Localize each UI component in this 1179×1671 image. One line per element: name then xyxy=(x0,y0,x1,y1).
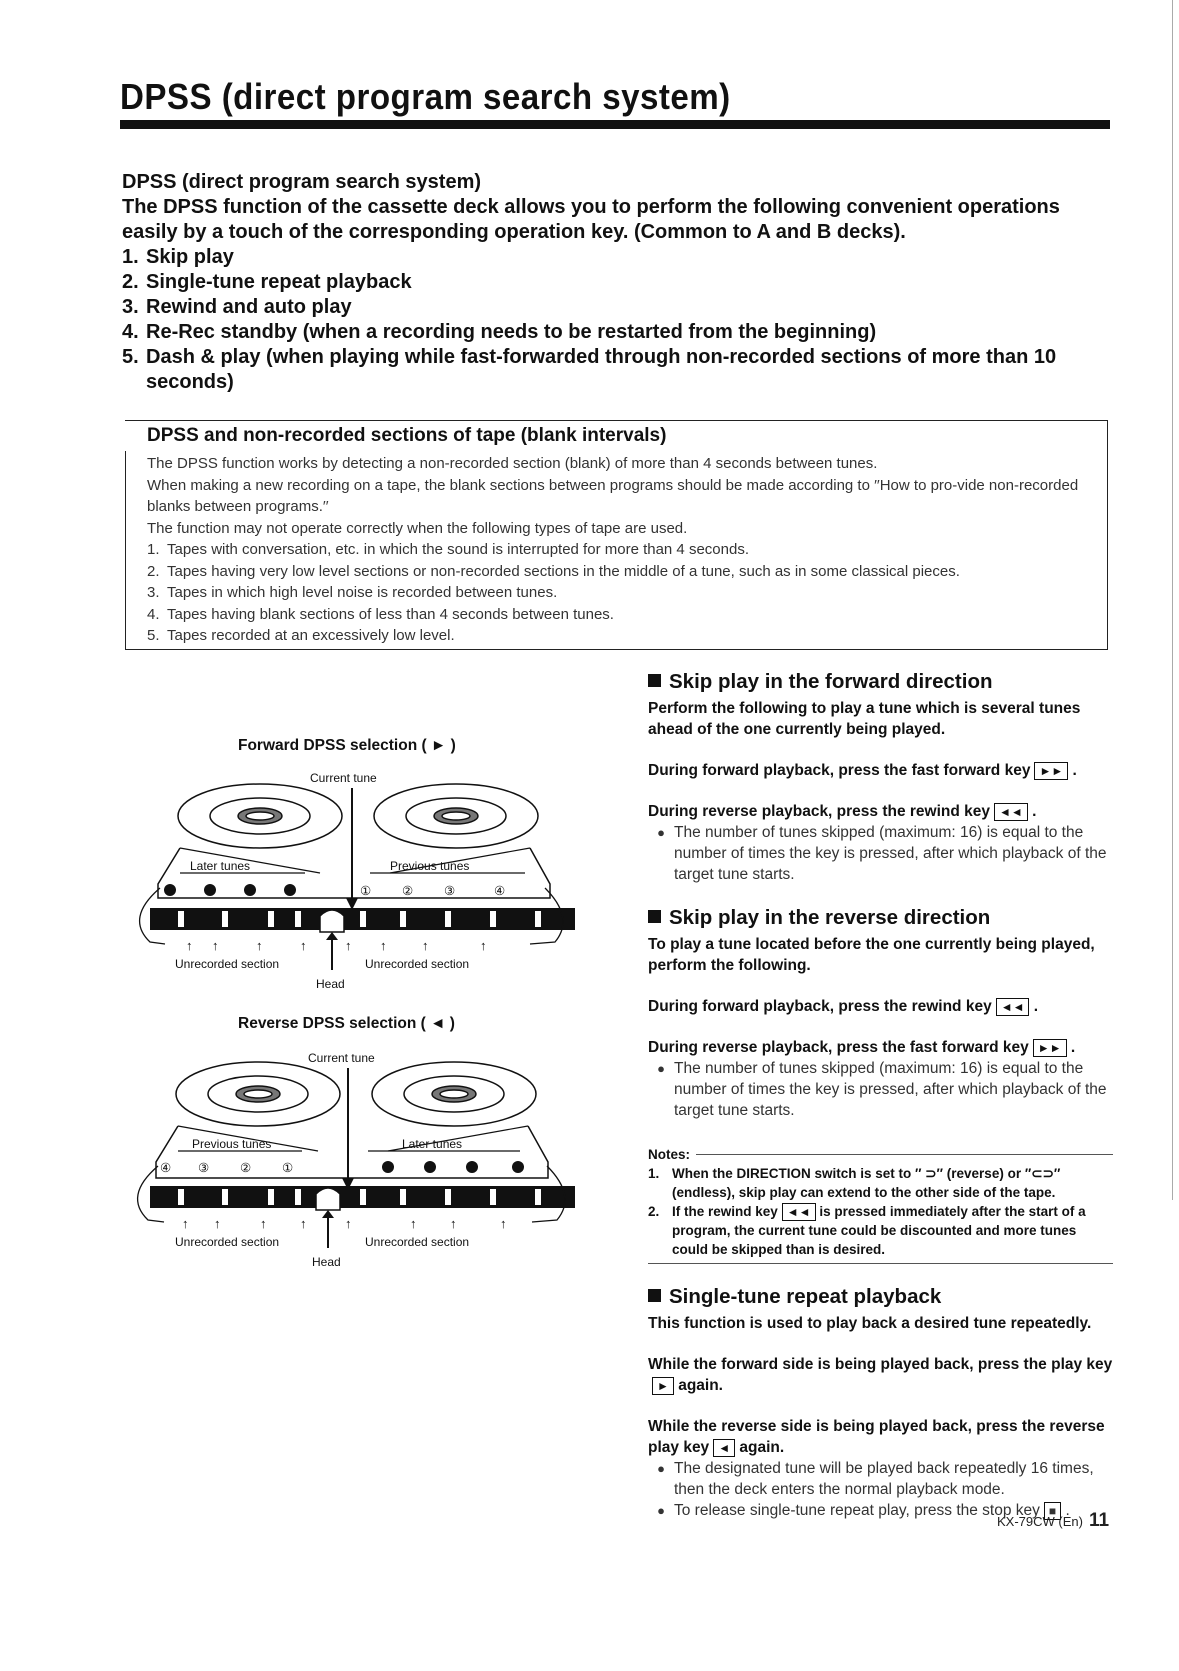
tune-markers xyxy=(382,1161,524,1173)
svg-text:↑: ↑ xyxy=(300,1216,307,1231)
blank-box-p1: The DPSS function works by detecting a non-recorded section (blank) of more than 4 seconds between tunes. xyxy=(147,455,878,472)
blank-box-heading: DPSS and non-recorded sections of tape (blank intervals) xyxy=(147,425,667,446)
svg-text:↑: ↑ xyxy=(300,938,307,953)
repeat-step1: While the forward side is being played back, press the play key► again. xyxy=(648,1356,1113,1394)
tune-number-2: ② xyxy=(402,884,414,898)
tune-number-1: ① xyxy=(282,1161,294,1175)
repeat-section xyxy=(648,1285,1123,1522)
previous-tunes-label: Previous tunes xyxy=(390,859,470,873)
repeat-lead: This function is used to play back a desired tune repeatedly. xyxy=(648,1315,1092,1332)
list-item: 4. Tapes having blank sections of less than 4 seconds between tunes. xyxy=(147,605,614,623)
note-2: 2. If the rewind key ◄◄ is pressed immediately after the start of a program, the current tune could be discounted and more tunes could be skipped than is desired. xyxy=(648,1204,1086,1258)
skip-reverse-lead: To play a tune located before the one currently being played, perform the following. xyxy=(648,936,1095,974)
svg-text:↑: ↑ xyxy=(212,938,219,953)
list-item: 5. Tapes recorded at an excessively low level. xyxy=(147,627,455,644)
unrecorded-right-label: Unrecorded section xyxy=(365,957,470,971)
repeat-heading: Single-tune repeat playback xyxy=(648,1285,1123,1309)
head-shape xyxy=(320,910,344,932)
skip-forward-step1: During forward playback, press the fast forward key ►► . xyxy=(648,762,1077,779)
intro-text: The DPSS function of the cassette deck allows you to perform the following convenient operations easily by a touch of the corresponding operation key. (Common to A and B decks). xyxy=(122,196,1060,243)
skip-reverse-bullet: ● The number of tunes skipped (maximum: 16) is equal to the number of times the key is pressed, after which playback of the target tune starts. xyxy=(657,1060,1107,1119)
intro-section xyxy=(122,170,1112,395)
svg-text:↑: ↑ xyxy=(450,1216,457,1231)
model-label: KX-79CW (En) xyxy=(997,1514,1083,1529)
rewind-key-icon: ◄◄ xyxy=(994,803,1028,821)
list-item: 5. Dash & play (when playing while fast-forwarded through non-recorded sections of more than 10 seconds) xyxy=(122,346,1057,393)
list-item: 4. Re-Rec standby (when a recording needs to be restarted from the beginning) xyxy=(122,321,877,343)
current-tune-label: Current tune xyxy=(310,771,377,785)
reverse-figure-caption: Reverse DPSS selection ( ◄ ) xyxy=(238,1015,455,1032)
skip-reverse-step1: During forward playback, press the rewind key ◄◄ . xyxy=(648,998,1039,1015)
function-list xyxy=(122,245,1112,395)
tune-number-3: ③ xyxy=(198,1161,210,1175)
blank-box-body xyxy=(147,453,1092,647)
svg-text:↑: ↑ xyxy=(410,1216,417,1231)
notes-heading: Notes: xyxy=(648,1147,691,1162)
list-item: 2. Tapes having very low level sections or non-recorded sections in the middle of a tune, such as in some classical pieces. xyxy=(147,562,960,580)
repeat-bullet-1: ● The designated tune will be played back repeatedly 16 times, then the deck enters the normal playback mode. xyxy=(657,1460,1094,1498)
tune-number-2: ② xyxy=(240,1161,252,1175)
current-tune-label: Current tune xyxy=(308,1051,375,1065)
later-tunes-label: Later tunes xyxy=(402,1137,463,1151)
list-item: 1. Tapes with conversation, etc. in which the sound is interrupted for more than 4 seconds. xyxy=(147,541,749,558)
blank-box-p2: When making a new recording on a tape, the blank sections between programs should be made according to ′′How to pro-vide non-recorded blanks between programs.′′ xyxy=(147,476,1079,515)
reverse-play-key-icon: ◄ xyxy=(713,1439,735,1457)
list-item: 3. Tapes in which high level noise is recorded between tunes. xyxy=(147,584,558,601)
svg-text:↑: ↑ xyxy=(345,1216,352,1231)
page-footer xyxy=(997,1510,1109,1532)
rewind-key-icon: ◄◄ xyxy=(782,1203,816,1221)
head-label: Head xyxy=(316,977,345,988)
left-reel xyxy=(176,1062,340,1126)
svg-text:↑: ↑ xyxy=(182,1216,189,1231)
tune-markers xyxy=(164,884,296,896)
head-label: Head xyxy=(312,1255,341,1268)
right-reel xyxy=(372,1062,536,1126)
blank-interval-box xyxy=(125,420,1108,650)
svg-text:↑: ↑ xyxy=(256,938,263,953)
skip-forward-lead: Perform the following to play a tune which is several tunes ahead of the one currently being played. xyxy=(648,700,1081,738)
tape-type-list xyxy=(147,539,1092,647)
stop-key-icon: ■ xyxy=(1044,1502,1061,1520)
svg-text:↑: ↑ xyxy=(260,1216,267,1231)
previous-tunes-label: Previous tunes xyxy=(192,1137,272,1151)
list-item: 3. Rewind and auto play xyxy=(122,296,352,318)
repeat-bullet-2: ● To release single-tune repeat play, press the stop key ■ . xyxy=(657,1502,1070,1519)
blank-box-p3: The function may not operate correctly when the following types of tape are used. xyxy=(147,519,688,537)
forward-dpss-diagram xyxy=(120,768,610,988)
tune-number-3: ③ xyxy=(444,884,456,898)
svg-text:↑: ↑ xyxy=(214,1216,221,1231)
svg-text:↑: ↑ xyxy=(480,938,487,953)
page-edge-line xyxy=(1172,0,1173,1200)
later-tunes-label: Later tunes xyxy=(190,859,251,873)
tune-number-1: ① xyxy=(360,884,372,898)
notes-section xyxy=(648,1145,1113,1264)
svg-text:↑: ↑ xyxy=(500,1216,507,1231)
svg-text:↑: ↑ xyxy=(345,938,352,953)
list-item: 2. Single-tune repeat playback xyxy=(122,271,412,293)
fast-forward-key-icon: ►► xyxy=(1033,1039,1067,1057)
skip-forward-step2: During reverse playback, press the rewind key ◄◄ . xyxy=(648,803,1037,820)
head-shape xyxy=(316,1188,340,1210)
unrecorded-left-label: Unrecorded section xyxy=(175,1235,280,1249)
svg-text:↑: ↑ xyxy=(422,938,429,953)
skip-forward-heading: Skip play in the forward direction xyxy=(648,670,1123,694)
right-reel xyxy=(374,784,538,848)
skip-reverse-section xyxy=(648,906,1123,1121)
repeat-step2: While the reverse side is being played back, press the reverse play key ◄ again. xyxy=(648,1418,1105,1456)
note-1: 1. When the DIRECTION switch is set to ′′ ⊃′′ (reverse) or ′′⊂⊃′′ (endless), skip play can extend to the other side of the tape. xyxy=(648,1166,1061,1200)
list-item: 1. Skip play xyxy=(122,246,234,268)
left-reel xyxy=(178,784,342,848)
page-title: DPSS (direct program search system) xyxy=(120,76,731,117)
reverse-dpss-diagram xyxy=(120,1048,610,1268)
skip-reverse-heading: Skip play in the reverse direction xyxy=(648,906,1123,930)
tune-number-4: ④ xyxy=(494,884,506,898)
intro-heading: DPSS (direct program search system) xyxy=(122,171,482,193)
skip-forward-section xyxy=(648,670,1123,885)
skip-forward-bullet: ● The number of tunes skipped (maximum: 16) is equal to the number of times the key is pressed, after which playback of the target tune starts. xyxy=(657,824,1107,883)
play-key-icon: ► xyxy=(652,1377,674,1395)
rewind-key-icon: ◄◄ xyxy=(996,998,1030,1016)
skip-reverse-step2: During reverse playback, press the fast forward key ►► . xyxy=(648,1039,1076,1056)
svg-text:↑: ↑ xyxy=(186,938,193,953)
svg-text:↑: ↑ xyxy=(380,938,387,953)
tune-number-4: ④ xyxy=(160,1161,172,1175)
page-number: 11 xyxy=(1088,1510,1110,1531)
forward-figure-caption: Forward DPSS selection ( ► ) xyxy=(238,737,456,754)
unrecorded-right-label: Unrecorded section xyxy=(365,1235,470,1249)
title-rule xyxy=(120,120,1110,129)
fast-forward-key-icon: ►► xyxy=(1034,762,1068,780)
unrecorded-left-label: Unrecorded section xyxy=(175,957,280,971)
